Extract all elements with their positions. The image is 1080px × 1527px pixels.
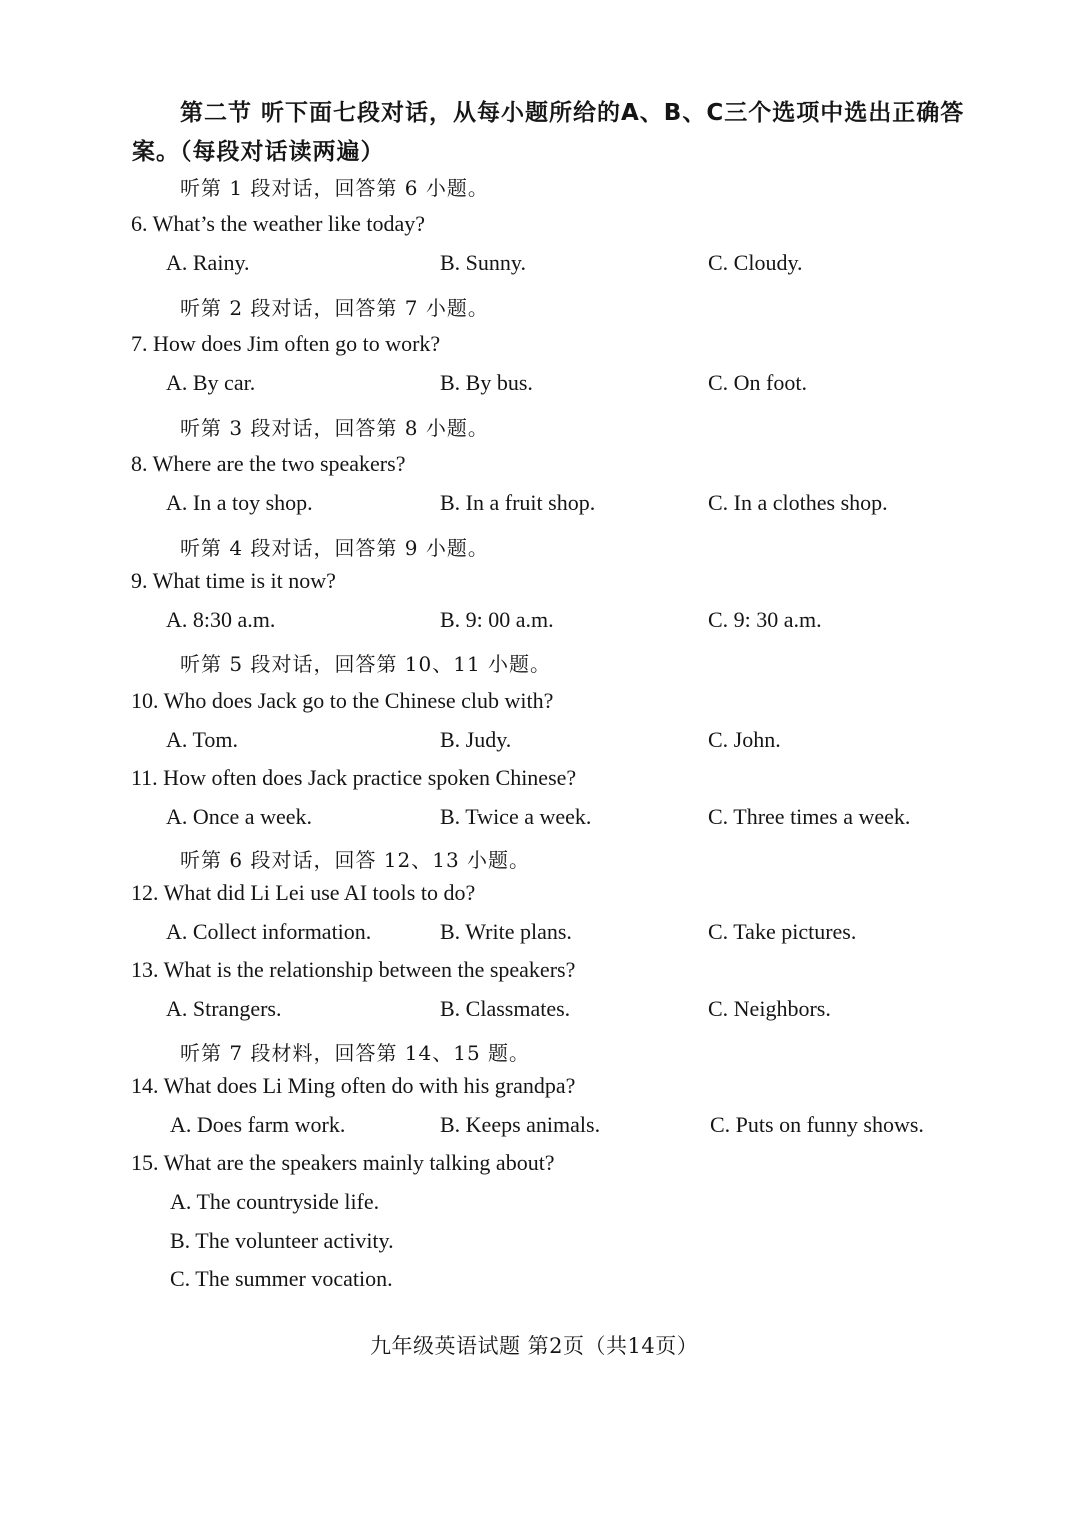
option-a: A. Rainy. [166,250,250,275]
option-b: B. Sunny. [440,250,526,275]
option-c: C. The summer vocation. [170,1266,393,1291]
option-c: C. Take pictures. [708,919,857,944]
question-text: 6. What’s the weather like today? [131,211,426,236]
option-b: B. Classmates. [440,996,571,1021]
option-b: B. The volunteer activity. [170,1228,394,1253]
option-c: C. On foot. [708,370,807,395]
question-text: 9. What time is it now? [131,568,336,593]
question-text: 14. What does Li Ming often do with his grandpa? [131,1073,576,1098]
option-c: C. Three times a week. [708,804,911,829]
page-footer: 九年级英语试题 第2页（共14页） [370,1334,699,1358]
option-b: B. Keeps animals. [440,1112,601,1137]
option-a: A. In a toy shop. [166,490,313,515]
question-text: 13. What is the relationship between the speakers? [131,957,576,982]
option-c: C. Neighbors. [708,996,831,1021]
dialogue-instruction: 听第 5 段对话，回答第 10、11 小题。 [180,652,552,676]
section-header-line-2: 案。（每段对话读两遍） [132,139,385,165]
dialogue-instruction: 听第 2 段对话，回答第 7 小题。 [180,296,489,320]
option-b: B. By bus. [440,370,533,395]
question-text: 8. Where are the two speakers? [131,451,406,476]
dialogue-instruction: 听第 7 段材料，回答第 14、15 题。 [180,1041,531,1065]
dialogue-instruction: 听第 6 段对话，回答 12、13 小题。 [180,848,531,872]
option-c: C. In a clothes shop. [708,490,888,515]
question-text: 10. Who does Jack go to the Chinese club with? [131,688,554,713]
option-a: A. Collect information. [166,919,372,944]
section-header-line-1: 第二节 听下面七段对话，从每小题所给的A、B、C三个选项中选出正确答 [180,100,965,126]
option-c: C. John. [708,727,781,752]
option-a: A. The countryside life. [170,1189,380,1214]
dialogue-instruction: 听第 1 段对话，回答第 6 小题。 [180,176,489,200]
option-c: C. Cloudy. [708,250,803,275]
dialogue-instruction: 听第 4 段对话，回答第 9 小题。 [180,536,489,560]
question-text: 15. What are the speakers mainly talking about? [131,1150,555,1175]
option-a: A. 8:30 a.m. [166,607,276,632]
option-c: C. 9: 30 a.m. [708,607,822,632]
option-a: A. By car. [166,370,256,395]
question-text: 12. What did Li Lei use AI tools to do? [131,880,476,905]
option-b: B. Twice a week. [440,804,592,829]
option-b: B. In a fruit shop. [440,490,596,515]
question-text: 7. How does Jim often go to work? [131,331,441,356]
option-b: B. Judy. [440,727,512,752]
option-b: B. Write plans. [440,919,572,944]
option-c: C. Puts on funny shows. [710,1112,924,1137]
dialogue-instruction: 听第 3 段对话，回答第 8 小题。 [180,416,489,440]
option-a: A. Tom. [166,727,239,752]
question-text: 11. How often does Jack practice spoken Chinese? [131,765,577,790]
option-b: B. 9: 00 a.m. [440,607,554,632]
option-a: A. Strangers. [166,996,282,1021]
option-a: A. Once a week. [166,804,312,829]
option-a: A. Does farm work. [170,1112,346,1137]
